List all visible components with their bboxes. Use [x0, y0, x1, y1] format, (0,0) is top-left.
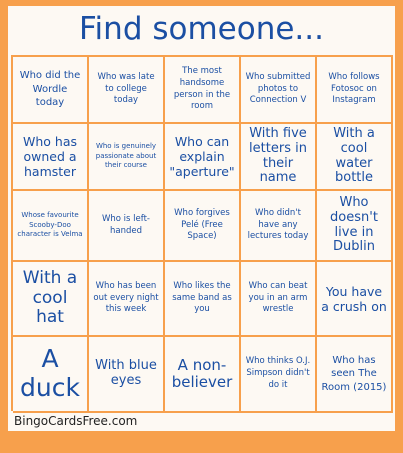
footer-credit: BingoCardsFree.com: [14, 414, 138, 428]
bingo-grid: [11, 55, 393, 411]
bingo-cell: Who can beat you in an arm wrestle: [241, 262, 317, 337]
bingo-cell: Who has been out every night this week: [89, 262, 165, 337]
bingo-cell: A duck: [13, 337, 89, 413]
bingo-cell: Who likes the same band as you: [165, 262, 241, 337]
bingo-cell: Who is left-handed: [89, 191, 165, 262]
bingo-cell: Who did the Wordle today: [13, 57, 89, 124]
bingo-cell: Who was late to college today: [89, 57, 165, 124]
bingo-cell: Who forgives Pelé (Free Space): [165, 191, 241, 262]
bingo-cell: Who can explain "aperture": [165, 124, 241, 191]
bingo-cell: You have a crush on: [317, 262, 393, 337]
bingo-cell: With blue eyes: [89, 337, 165, 413]
bingo-cell: Who submitted photos to Connection V: [241, 57, 317, 124]
bingo-cell: The most handsome person in the room: [165, 57, 241, 124]
bingo-cell: With a cool hat: [13, 262, 89, 337]
bingo-cell: A non-believer: [165, 337, 241, 413]
bingo-cell: With a cool water bottle: [317, 124, 393, 191]
bingo-cell: Whose favourite Scooby-Doo character is Velma: [13, 191, 89, 262]
bingo-cell: Who is genuinely passionate about their course: [89, 124, 165, 191]
bingo-cell: Who thinks O.J. Simpson didn't do it: [241, 337, 317, 413]
bingo-cell: Who follows Fotosoc on Instagram: [317, 57, 393, 124]
bingo-cell: Who doesn't live in Dublin: [317, 191, 393, 262]
card-title: Find someone...: [78, 11, 324, 47]
bingo-cell: Who didn't have any lectures today: [241, 191, 317, 262]
bingo-card: [8, 6, 395, 431]
bingo-cell: Who has seen The Room (2015): [317, 337, 393, 413]
bingo-cell: Who has owned a hamster: [13, 124, 89, 191]
bingo-cell: With five letters in their name: [241, 124, 317, 191]
